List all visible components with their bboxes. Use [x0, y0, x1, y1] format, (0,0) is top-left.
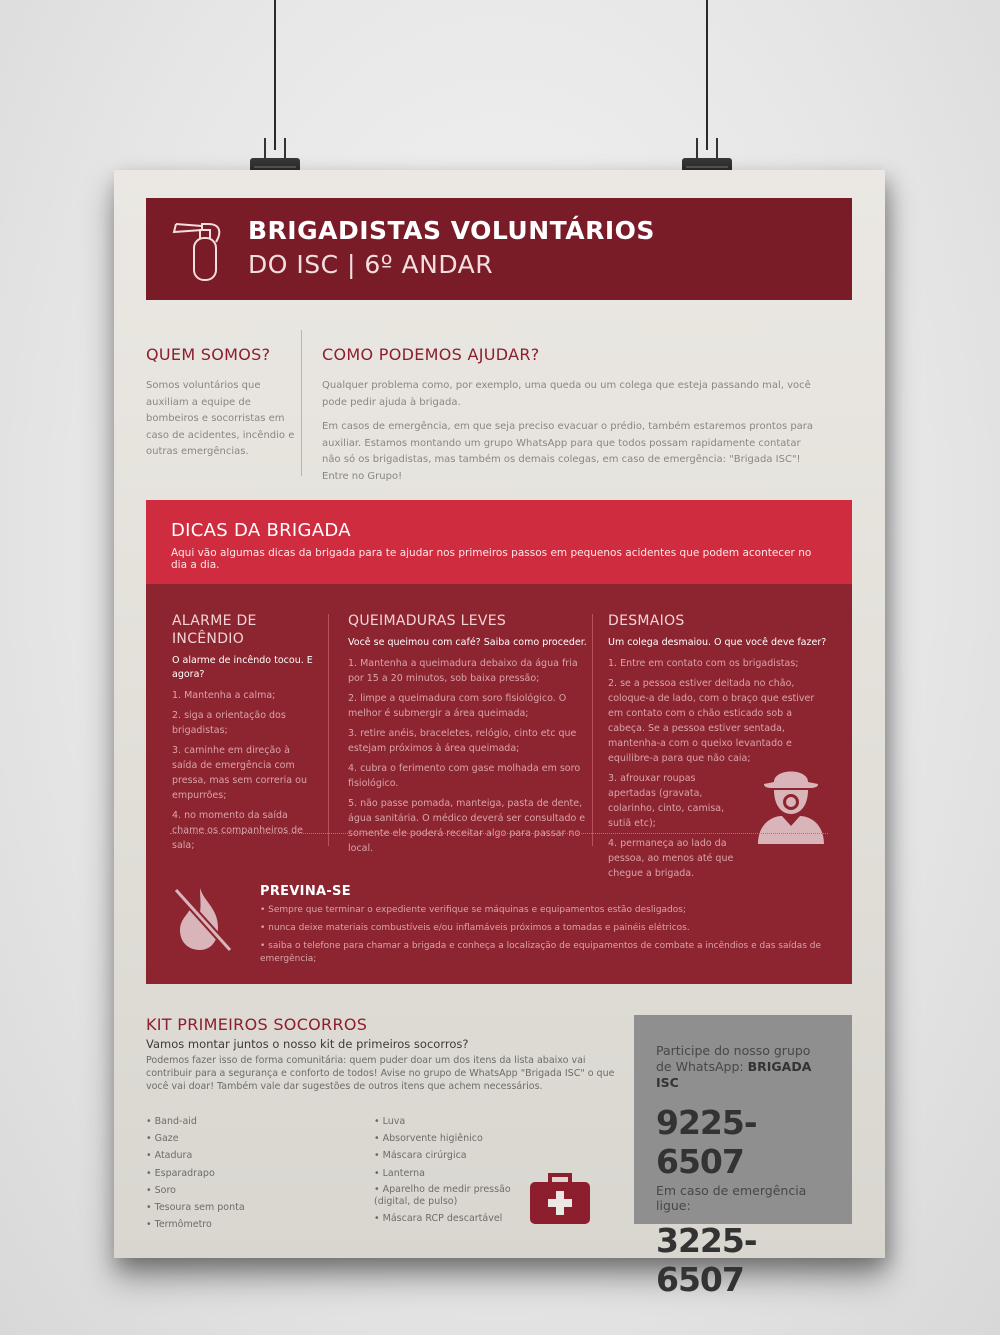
list-item: • Máscara RCP descartável: [374, 1210, 524, 1227]
no-fire-icon: [170, 882, 236, 954]
kit-description: Podemos fazer isso de forma comunitária: quem puder doar um dos itens da lista abaixo vai contribuir para a segurança e conforto de todos! Avise no grupo de WhatsApp "Brigada ISC" o que você vai doar! Também vale dar sugestões de outros itens que achem necessários.: [146, 1055, 615, 1092]
list-item: • Esparadrapo: [146, 1165, 346, 1182]
kit-list-1: [146, 1113, 346, 1233]
column-divider: [328, 614, 329, 846]
dicas-title: DICAS DA BRIGADA: [171, 520, 351, 541]
poster-subtitle: DO ISC | 6º ANDAR: [248, 250, 494, 279]
list-item: 3. caminhe em direção à saída de emergência com pressa, mas sem correria ou empurrões;: [172, 745, 307, 801]
first-aid-kit-icon: [528, 1170, 592, 1226]
list-item: • Sempre que terminar o expediente verifique se máquinas e equipamentos estão desligados;: [260, 905, 686, 915]
previna-section: [260, 884, 840, 966]
list-item: 4. permaneça ao lado da pessoa, ao menos até que chegue a brigada.: [608, 838, 734, 879]
quem-somos-heading: QUEM SOMOS?: [146, 345, 271, 364]
alarme-heading: ALARME DE INCÊNDIO: [172, 613, 257, 647]
whatsapp-number: 9225-6507: [656, 1103, 757, 1181]
dotted-divider: [170, 833, 828, 834]
list-item: • Termômetro: [146, 1216, 346, 1233]
desmaios-heading: DESMAIOS: [608, 613, 685, 629]
list-item: • saiba o telefone para chamar a brigada e conheça a localização de equipamentos de combate a incêndios e das saídas de emergência;: [260, 941, 821, 964]
como-ajudar-paragraph-2: Em casos de emergência, em que seja preciso evacuar o prédio, também estaremos prontos para auxiliar. Estamos montando um grupo WhatsApp para que todos possam rapidamente contatar não só os brigadistas, mas também os demais colegas, em caso de emergência: "Brigada ISC"! Entre no Grupo!: [322, 421, 814, 482]
firefighter-icon: [752, 762, 830, 844]
previna-heading: PREVINA-SE: [260, 884, 351, 899]
list-item: 2. siga a orientação dos brigadistas;: [172, 710, 286, 736]
kit-heading: KIT PRIMEIROS SOCORROS: [146, 1015, 368, 1034]
list-item: 2. limpe a queimadura com soro fisiológico. O melhor é submergir a área queimada;: [348, 693, 567, 719]
quem-somos-section: [146, 345, 296, 461]
fire-extinguisher-icon: [172, 216, 226, 282]
hanging-wire-left: [274, 0, 276, 150]
como-ajudar-heading: COMO PODEMOS AJUDAR?: [322, 345, 540, 364]
contact-box: [634, 1015, 852, 1299]
list-item: • Lanterna: [374, 1165, 524, 1182]
desmaios-question: Um colega desmaiou. O que você deve fazer?: [608, 637, 827, 648]
emergency-text: Em caso de emergência ligue:: [656, 1183, 807, 1213]
list-item: • Absorvente higiênico: [374, 1130, 524, 1147]
list-item: • Atadura: [146, 1147, 346, 1164]
como-ajudar-paragraph-1: Qualquer problema como, por exemplo, uma queda ou um colega que esteja passando mal, você pode pedir ajuda à brigada.: [322, 380, 811, 408]
list-item: • Soro: [146, 1182, 346, 1199]
whatsapp-invite: [656, 1043, 830, 1091]
list-item: • nunca deixe materiais combustíveis e/ou inflamáveis próximos a tomadas e painéis elétricos.: [260, 923, 690, 933]
kit-list-2: [374, 1113, 524, 1227]
column-divider: [592, 614, 593, 846]
whatsapp-group-name: BRIGADA ISC: [656, 1059, 812, 1090]
quem-somos-text: Somos voluntários que auxiliam a equipe de bombeiros e socorristas em caso de acidentes, incêndio e outras emergências.: [146, 380, 295, 457]
poster: [114, 170, 885, 1299]
list-item: 1. Entre em contato com os brigadistas;: [608, 658, 799, 669]
whatsapp-invite-text: Participe do nosso grupo de WhatsApp:: [656, 1043, 811, 1074]
list-item: • Gaze: [146, 1130, 346, 1147]
list-item: • Máscara cirúrgica: [374, 1147, 524, 1164]
dicas-banner: [146, 500, 852, 584]
column-divider: [301, 330, 302, 476]
list-item: • Luva: [374, 1113, 524, 1130]
kit-section: [146, 1015, 616, 1093]
list-item: 2. se a pessoa estiver deitada no chão, coloque-a de lado, com o braço que estiver em contato com o chão esticado sob a cabeça. Se a pessoa estiver sentada, mantenha-a com o queixo levantado e equilibre-a para que não caia;: [608, 678, 815, 764]
list-item: • Band-aid: [146, 1113, 346, 1130]
hanging-wire-right: [706, 0, 708, 150]
queimaduras-heading: QUEIMADURAS LEVES: [348, 613, 507, 629]
dicas-panel: [146, 584, 852, 984]
list-item: 1. Mantenha a queimadura debaixo da água fria por 15 a 20 minutos, sob baixa pressão;: [348, 658, 578, 684]
queimaduras-column: [348, 612, 588, 856]
dicas-subtitle: Aqui vão algumas dicas da brigada para te ajudar nos primeiros passos em pequenos acidentes que podem acontecer no dia a dia.: [171, 547, 812, 571]
alarme-question: O alarme de incêndo tocou. E agora?: [172, 655, 313, 680]
header-banner: [146, 198, 852, 300]
list-item: 3. retire anéis, braceletes, relógio, cinto etc que estejam próximos à área queimada;: [348, 728, 577, 754]
list-item: 5. não passe pomada, manteiga, pasta de dente, água sanitária. O médico deverá ser consultado e somente ele poderá receitar algo para passar no local.: [348, 798, 586, 854]
poster-title: BRIGADISTAS VOLUNTÁRIOS: [248, 216, 655, 245]
kit-question: Vamos montar juntos o nosso kit de primeiros socorros?: [146, 1037, 469, 1051]
alarme-column: [172, 612, 317, 853]
queimaduras-question: Você se queimou com café? Saiba como proceder.: [348, 637, 587, 648]
list-item: 4. no momento da saída chame os companheiros de sala;: [172, 810, 303, 851]
list-item: 4. cubra o ferimento com gase molhada em soro fisiológico.: [348, 763, 581, 789]
list-item: • Tesoura sem ponta: [146, 1199, 346, 1216]
list-item: • Aparelho de medir pressão (digital, de pulso): [374, 1182, 524, 1210]
list-item: 3. afrouxar roupas apertadas (gravata, colarinho, cinto, camisa, sutiã etc);: [608, 773, 725, 829]
emergency-number: 3225-6507: [656, 1221, 757, 1299]
como-ajudar-section: [322, 345, 822, 485]
list-item: 1. Mantenha a calma;: [172, 690, 276, 701]
